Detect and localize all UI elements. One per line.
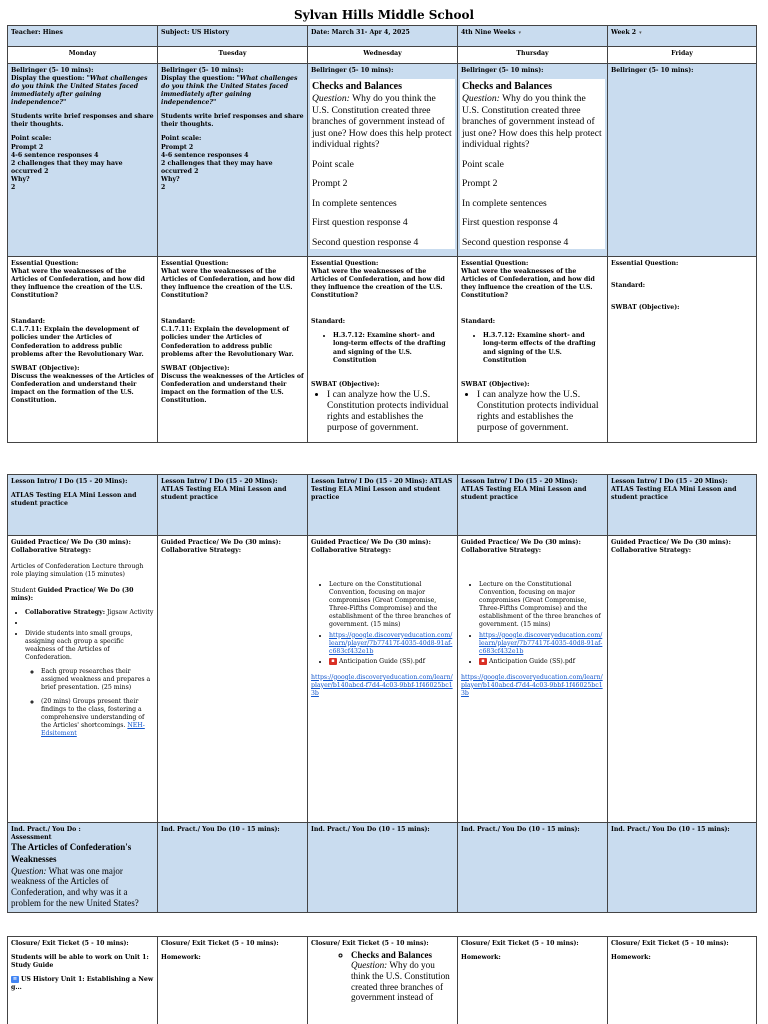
students-text: Students write brief responses and share their thoughts. (161, 113, 304, 129)
standard-label: Standard: (311, 318, 346, 326)
question-label: Question: (312, 93, 350, 105)
swbat-text: • I can analyze how the U.S. Constitution protects individual rights and establishes the purpose of government. (327, 389, 454, 433)
lesson-label: Lesson Intro/ I Do (15 - 20 Mins): (611, 478, 728, 485)
file-chip[interactable]: Anticipation Guide (SS).pdf (339, 657, 426, 665)
closure-wednesday (308, 937, 458, 1024)
bellringer-label: Bellringer (5- 10 mins): (461, 67, 544, 74)
essential-question: What were the weaknesses of the Articles of Confederation, and how did they influence the creation of the U.S. Constitution? (461, 268, 595, 300)
scale-line: 2 challenges that they may have occurred 2 (161, 159, 273, 175)
swbat-text: • I can analyze how the U.S. Constitution protects individual rights and establishes the purpose of government. (477, 389, 604, 433)
collab-item (25, 609, 154, 617)
scale-line: Why? (11, 175, 30, 183)
question-label: Question: (11, 865, 47, 876)
scale-line: Prompt 2 (462, 178, 498, 190)
scale-line: Prompt 2 (11, 143, 44, 151)
bellringer-label: Bellringer (5- 10 mins): (311, 67, 394, 74)
scale-line: First question response 4 (462, 217, 558, 229)
swbat-text: Discuss the weaknesses of the Articles of Confederation and understand their impact on the formation of the U.S. Constitution. (161, 372, 304, 404)
scale-line: Point scale (312, 158, 354, 170)
day-tuesday: Tuesday (158, 47, 308, 64)
guided-label: Guided Practice/ We Do (30 mins): (461, 539, 581, 546)
indprac-label: Ind. Pract./ You Do : (11, 826, 81, 833)
neh-edsitement-link[interactable]: NEH-Edsitement (41, 722, 145, 738)
scale-line: First question response 4 (312, 217, 408, 229)
essential-label: Essential Question: (311, 260, 379, 267)
standard-label: Standard: (161, 318, 196, 326)
swbat-text: Discuss the weaknesses of the Articles of Confederation and understand their impact on the formation of the U.S. Constitution. (11, 372, 154, 404)
guided-label: Guided Practice/ We Do (30 mins): (311, 539, 431, 546)
chevron-down-icon: ▾ (639, 30, 642, 36)
bellringer-question: "What challenges do you think the United States faced immediately after gaining independence?" (161, 75, 298, 107)
indprac-monday (8, 823, 158, 913)
bellringer-label: Bellringer (5- 10 mins): (161, 67, 244, 74)
display-label: Display the question: (161, 75, 237, 83)
file-item (329, 658, 454, 666)
bellringer-label: Bellringer (5- 10 mins): (611, 67, 694, 74)
lesson-label: Lesson Intro/ I Do (15 - 20 Mins): (161, 478, 278, 485)
swbat-label: SWBAT (Objective): (461, 380, 530, 388)
closure-label: Closure/ Exit Ticket (5 - 10 mins): (11, 940, 129, 947)
standard-text: C.1.7.11: Explain the development of policies under the Articles of Confederation to address public problems after the Revolutionary War. (161, 326, 294, 358)
player-link-2[interactable]: https://google.discoveryeducation.com/learn/player/b140abcd-f7d4-4c03-9bbf-1f46025bc13b (311, 673, 453, 697)
essential-question: What were the weaknesses of the Articles of Confederation, and how did they influence the creation of the U.S. Constitution? (311, 268, 445, 300)
day-monday: Monday (8, 47, 158, 64)
indprac-thursday: Ind. Pract./ You Do (10 - 15 mins): (458, 823, 608, 913)
closure-tuesday (158, 937, 308, 1024)
plan-table-bottom (7, 936, 757, 1024)
lesson-text: ATLAS Testing ELA Mini Lesson and student practice (611, 486, 737, 502)
lecture-item: • Lecture on the Constitutional Convention, focusing on major compromises (Great Compromise, Three-Fifths Compromise) and the establishment of the three branches of government. (15 mins) (329, 581, 454, 629)
homework-label: Homework: (611, 954, 651, 962)
lesson-monday (8, 475, 158, 536)
students-text: Students write brief responses and share their thoughts. (11, 113, 154, 129)
swbat-label: SWBAT (Objective): (11, 364, 80, 372)
day-wednesday: Wednesday (308, 47, 458, 64)
player-link-item (479, 632, 604, 656)
lesson-wednesday (308, 475, 458, 536)
closure-label: Closure/ Exit Ticket (5 - 10 mins): (611, 940, 729, 947)
lesson-text: ATLAS Testing ELA Mini Lesson and student practice (461, 486, 587, 502)
essential-question: What were the weaknesses of the Articles of Confederation, and how did they influence the creation of the U.S. Constitution? (161, 268, 295, 300)
player-link[interactable]: https://google.discoveryeducation.com/learn/player/7b77417f-4035-40d8-91af-c683cf432e1b (329, 631, 453, 655)
collab-label: Collaborative Strategy: (11, 547, 91, 555)
scale-line: In complete sentences (462, 197, 547, 209)
cb-title: Checks and Balances (312, 81, 403, 93)
scale-line: Second question response 4 (462, 236, 569, 248)
empty-item (25, 619, 154, 627)
closure-label: Closure/ Exit Ticket (5 - 10 mins): (311, 940, 429, 947)
closure-monday (8, 937, 158, 1024)
plan-table-top (7, 25, 757, 443)
bellringer-label: Bellringer (5- 10 mins): (11, 67, 94, 74)
essential-label: Essential Question: (11, 260, 79, 267)
essential-question: What were the weaknesses of the Articles of Confederation, and how did they influence the creation of the U.S. Constitution? (11, 268, 145, 300)
lesson-text: ATLAS Testing ELA Mini Lesson and student practice (11, 492, 137, 508)
scale-line: 4-6 sentence responses 4 (11, 151, 99, 159)
chevron-down-icon: ▾ (518, 30, 522, 36)
date-cell: Date: March 31- Apr 4, 2025 (308, 26, 458, 47)
standard-text: • H.3.7.12: Examine short- and long-term effects of the drafting and signing of the U.S. Constitution (333, 332, 454, 364)
nine-weeks-dropdown[interactable] (458, 26, 608, 47)
question-label: Question: (351, 960, 388, 971)
lesson-thursday (458, 475, 608, 536)
essential-tuesday (158, 257, 308, 443)
lesson-label: Lesson Intro/ I Do (15 - 20 Mins): (11, 478, 128, 485)
scale-line: 2 (11, 183, 16, 191)
scale-line: 2 (161, 183, 166, 191)
collab-label: Collaborative Strategy: (611, 547, 691, 555)
bellringer-friday (608, 64, 757, 257)
collab-label: Collaborative Strategy: (311, 547, 391, 555)
indprac-tuesday: Ind. Pract./ You Do (10 - 15 mins): (158, 823, 308, 913)
file-item (479, 658, 604, 666)
lesson-label: Lesson Intro/ I Do (15 - 20 Mins): (311, 478, 428, 485)
swbat-label: SWBAT (Objective): (161, 364, 230, 372)
present-item (41, 698, 154, 738)
scale-line: 4-6 sentence responses 4 (161, 151, 249, 159)
bellringer-thursday (458, 64, 608, 257)
player-link-item (329, 632, 454, 656)
indprac-friday: Ind. Pract./ You Do (10 - 15 mins): (608, 823, 757, 913)
guided-thursday (458, 536, 608, 823)
standard-label: Standard: (611, 282, 646, 290)
display-label: Display the question: (11, 75, 87, 83)
lesson-text: ATLAS Testing ELA Mini Lesson and student practice (311, 478, 453, 502)
day-friday: Friday (608, 47, 757, 64)
lesson-text: ATLAS Testing ELA Mini Lesson and student practice (161, 486, 287, 502)
student-label: Student (11, 587, 38, 595)
lesson-label: Lesson Intro/ I Do (15 - 20 Mins): (461, 478, 578, 485)
week-value: Week 2 (611, 29, 637, 36)
standard-label: Standard: (11, 318, 46, 326)
closure-text: Students will be able to work on Unit 1: Study Guide (11, 954, 149, 970)
standard-label: Standard: (461, 318, 496, 326)
homework-label: Homework: (461, 954, 501, 962)
scale-line: Second question response 4 (312, 236, 419, 248)
scale-line: Point scale: (161, 135, 202, 143)
guided-friday (608, 536, 757, 823)
assessment-label: Assessment (11, 834, 52, 842)
guided-label: Guided Practice/ We Do (30 mins): (611, 539, 731, 546)
swbat-label: SWBAT (Objective): (311, 380, 380, 388)
lesson-tuesday (158, 475, 308, 536)
essential-friday (608, 257, 757, 443)
week-dropdown[interactable] (608, 26, 757, 47)
closure-label: Closure/ Exit Ticket (5 - 10 mins): (161, 940, 279, 947)
closure-thursday (458, 937, 608, 1024)
exit-question: Why do you think the U.S. Constitution created three branches of government instead of (351, 960, 450, 1003)
essential-wednesday (308, 257, 458, 443)
closure-label: Closure/ Exit Ticket (5 - 10 mins): (461, 940, 579, 947)
standard-text: • H.3.7.12: Examine short- and long-term effects of the drafting and signing of the U.S. Constitution (483, 332, 604, 364)
guided-label: Guided Practice/ We Do (30 mins): (161, 539, 281, 546)
scale-line: Point scale (462, 158, 504, 170)
swbat-label: SWBAT (Objective): (611, 304, 680, 312)
lesson-friday (608, 475, 757, 536)
scale-line: In complete sentences (312, 197, 397, 209)
cb-title: Checks and Balances (462, 81, 553, 93)
question-label: Question: (462, 93, 500, 105)
study-guide-chip[interactable]: US History Unit 1: Establishing a New g... (11, 976, 154, 992)
guided-text: Articles of Confederation Lecture through role playing simulation (15 minutes) (11, 563, 144, 579)
scale-line: 2 challenges that they may have occurred 2 (11, 159, 123, 175)
scale-line: Point scale: (11, 135, 52, 143)
exit-ticket-item (351, 950, 454, 1003)
collab-label: Collaborative Strategy: (461, 547, 541, 555)
collab-label: Collaborative Strategy: (161, 547, 241, 555)
indprac-title: The Articles of Confederation's Weaknesses (11, 842, 132, 864)
closure-friday (608, 937, 757, 1024)
present-text: (20 mins) Groups present their findings to the class, fostering a comprehensive understanding of the Articles' shortcomings. (41, 697, 145, 730)
scale-line: Prompt 2 (161, 143, 194, 151)
scale-line: Prompt 2 (312, 178, 348, 190)
player-link[interactable]: https://google.discoveryeducation.com/learn/player/7b77417f-4035-40d8-91af-c683cf432e1b (479, 631, 603, 655)
player-link-2[interactable]: https://google.discoveryeducation.com/learn/player/b140abcd-f7d4-4c03-9bbf-1f46025bc13b (461, 673, 603, 697)
page-title: Sylvan Hills Middle School (293, 8, 475, 22)
bellringer-wednesday (308, 64, 458, 257)
nine-weeks-value: 4th Nine Weeks (461, 29, 516, 36)
scale-line: Why? (161, 175, 180, 183)
pdf-file-icon: ▪ (329, 658, 337, 665)
essential-monday (8, 257, 158, 443)
guided-monday (8, 536, 158, 823)
essential-label: Essential Question: (161, 260, 229, 267)
guided-wednesday (308, 536, 458, 823)
subject-cell: Subject: US History (158, 26, 308, 47)
cb-question: Why do you think the U.S. Constitution created three branches of government instead of just one? How does this help protect individual rights? (462, 93, 602, 151)
essential-label: Essential Question: (461, 260, 529, 267)
bellringer-tuesday (158, 64, 308, 257)
essential-label: Essential Question: (611, 260, 679, 267)
cb-question: Why do you think the U.S. Constitution created three branches of government instead of just one? How does this help protect individual rights? (312, 93, 452, 151)
guided-label: Guided Practice/ We Do (30 mins): (11, 587, 134, 603)
day-thursday: Thursday (458, 47, 608, 64)
homework-label: Homework: (161, 954, 201, 962)
teacher-cell: Teacher: Hines (8, 26, 158, 47)
essential-thursday (458, 257, 608, 443)
bellringer-monday (8, 64, 158, 257)
pdf-file-icon: ▪ (479, 658, 487, 665)
plan-table-middle (7, 474, 757, 913)
guided-tuesday (158, 536, 308, 823)
collab-label: Collaborative Strategy: (25, 609, 105, 617)
standard-text: C.1.7.11: Explain the development of policies under the Articles of Confederation to address public problems after the Revolutionary War. (11, 326, 144, 358)
guided-label: Guided Practice/ We Do (30 mins): (11, 539, 131, 546)
document-file-icon: ≡ (12, 976, 18, 983)
research-item: ◦ Each group researches their assigned weakness and prepares a brief presentation. (25 mins) (41, 668, 154, 692)
bellringer-question: "What challenges do you think the United States faced immediately after gaining independence?" (11, 75, 148, 107)
lecture-item: • Lecture on the Constitutional Convention, focusing on major compromises (Great Compromise, Three-Fifths Compromise) and the establishment of the three branches of government. (15 mins) (479, 581, 604, 629)
divide-item: • Divide students into small groups, assigning each group a specific weakness of the Articles of Confederation. (25, 630, 154, 662)
file-chip[interactable]: Anticipation Guide (SS).pdf (489, 657, 576, 665)
collab-value: Jigsaw Activity (104, 609, 154, 617)
indprac-question: What was one major weakness of the Articles of Confederation, and why was it a problem for the new United States? (11, 865, 139, 908)
cb-title: ◦ Checks and Balances (351, 950, 433, 961)
indprac-wednesday: Ind. Pract./ You Do (10 - 15 mins): (308, 823, 458, 913)
